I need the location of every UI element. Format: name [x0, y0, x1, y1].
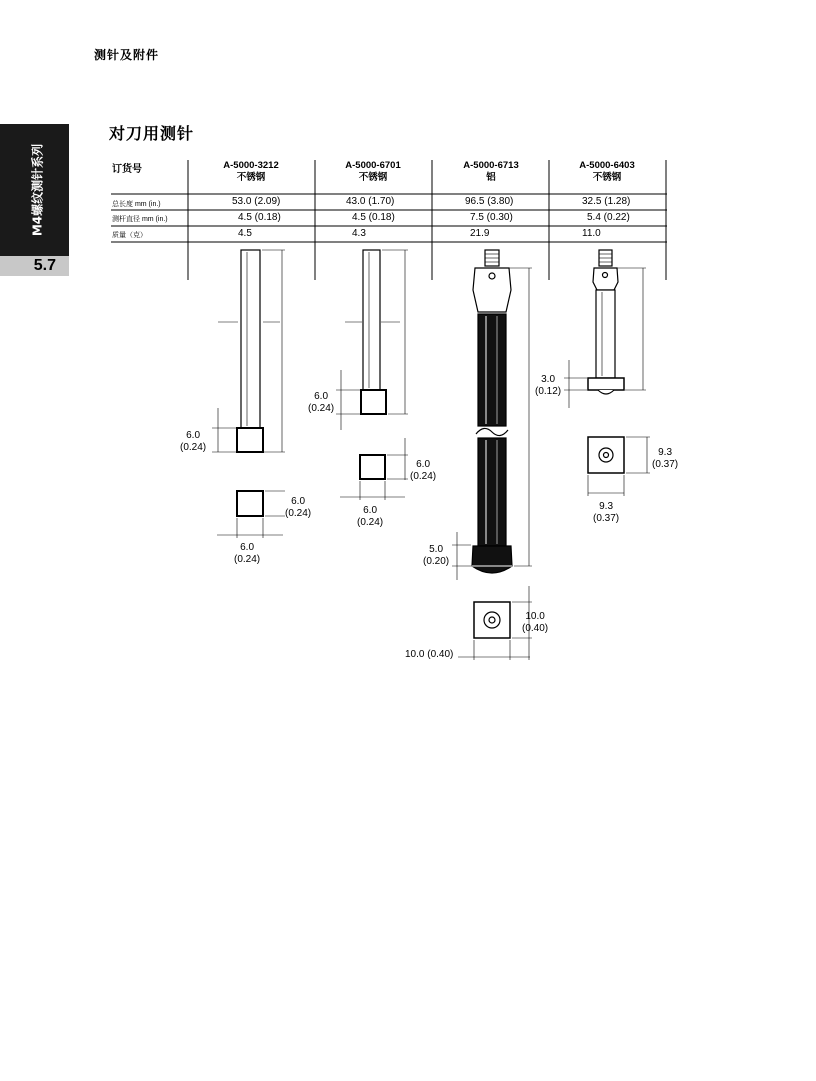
column-code: A-5000-6403	[579, 160, 635, 171]
table-cell: 4.3	[352, 228, 366, 239]
dimension-label	[285, 496, 311, 520]
dimension-in: (0.24)	[410, 471, 437, 482]
column-header-2	[318, 160, 428, 184]
column-header-4	[552, 160, 662, 184]
dimension-in: (0.24)	[180, 442, 207, 453]
dimension-mm: 10.0	[525, 611, 545, 622]
section-number: 5.7	[0, 256, 69, 276]
dimension-in: (0.24)	[234, 554, 261, 565]
dimension-label	[522, 611, 548, 635]
table-cell: 32.5 (1.28)	[582, 196, 631, 207]
table-cell: 4.5 (0.18)	[238, 212, 281, 223]
dimension-mm: 9.3	[599, 501, 614, 512]
dimension-mm: 3.0	[541, 374, 556, 385]
stylus-2-drawing	[336, 250, 408, 500]
stylus-4-drawing	[564, 250, 650, 496]
table-cell: 43.0 (1.70)	[346, 196, 395, 207]
page-title: 对刀用测针	[109, 124, 195, 143]
dimension-label	[308, 391, 334, 415]
dimension-mm: 9.3	[658, 447, 673, 458]
dimension-mm: 6.0	[240, 542, 255, 553]
dimension-mm: 6.0	[416, 459, 431, 470]
table-cell: 4.5 (0.18)	[352, 212, 395, 223]
dimension-in: (0.24)	[357, 517, 384, 528]
dimension-label	[234, 542, 260, 566]
dimension-mm: 5.0	[429, 544, 444, 555]
column-material: 不锈钢	[358, 172, 388, 183]
table-cell: 5.4 (0.22)	[587, 212, 630, 223]
stylus-1-drawing	[212, 250, 285, 538]
row-label: 测杆直径 mm (in.)	[112, 216, 168, 223]
dimension-in: (0.24)	[285, 508, 312, 519]
table-cell: 11.0	[582, 228, 601, 239]
dimension-label	[410, 459, 436, 483]
dimension-in: (0.12)	[535, 386, 562, 397]
stylus-3-drawing	[452, 250, 532, 660]
dimension-label	[652, 447, 678, 471]
row-label: 质量（克）	[112, 232, 147, 239]
table-cell: 21.9	[470, 228, 490, 239]
column-material: 不锈钢	[236, 172, 266, 183]
dimension-in: (0.37)	[652, 459, 679, 470]
dimension-label	[593, 501, 619, 525]
table-cell: 96.5 (3.80)	[465, 196, 514, 207]
column-code: A-5000-6713	[463, 160, 519, 171]
column-material: 不锈钢	[592, 172, 622, 183]
dimension-mm: 6.0	[291, 496, 306, 507]
column-code: A-5000-6701	[345, 160, 401, 171]
side-tab-label: M4螺纹测针系列	[30, 143, 45, 237]
dimension-label: 10.0 (0.40)	[405, 649, 454, 660]
table-cell: 53.0 (2.09)	[232, 196, 281, 207]
section-header: 测针及附件	[94, 48, 160, 62]
dimension-in: (0.20)	[423, 556, 450, 567]
column-header-1	[196, 160, 306, 184]
dimension-label	[535, 374, 561, 398]
dimension-label	[357, 505, 383, 529]
dimension-in: (0.40)	[522, 623, 549, 634]
order-number-label: 订货号	[112, 164, 142, 175]
dimension-mm: 6.0	[314, 391, 329, 402]
dimension-mm: 6.0	[363, 505, 378, 516]
table-cell: 4.5	[238, 228, 252, 239]
column-header-3	[436, 160, 546, 184]
dimension-in: (0.37)	[593, 513, 620, 524]
column-code: A-5000-3212	[223, 160, 279, 171]
row-label: 总长度 mm (in.)	[112, 201, 161, 208]
dimension-mm: 6.0	[186, 430, 201, 441]
column-material: 铝	[486, 172, 496, 183]
dimension-in: (0.24)	[308, 403, 335, 414]
dimension-label	[423, 544, 449, 568]
dimension-label	[180, 430, 206, 454]
table-cell: 7.5 (0.30)	[470, 212, 513, 223]
